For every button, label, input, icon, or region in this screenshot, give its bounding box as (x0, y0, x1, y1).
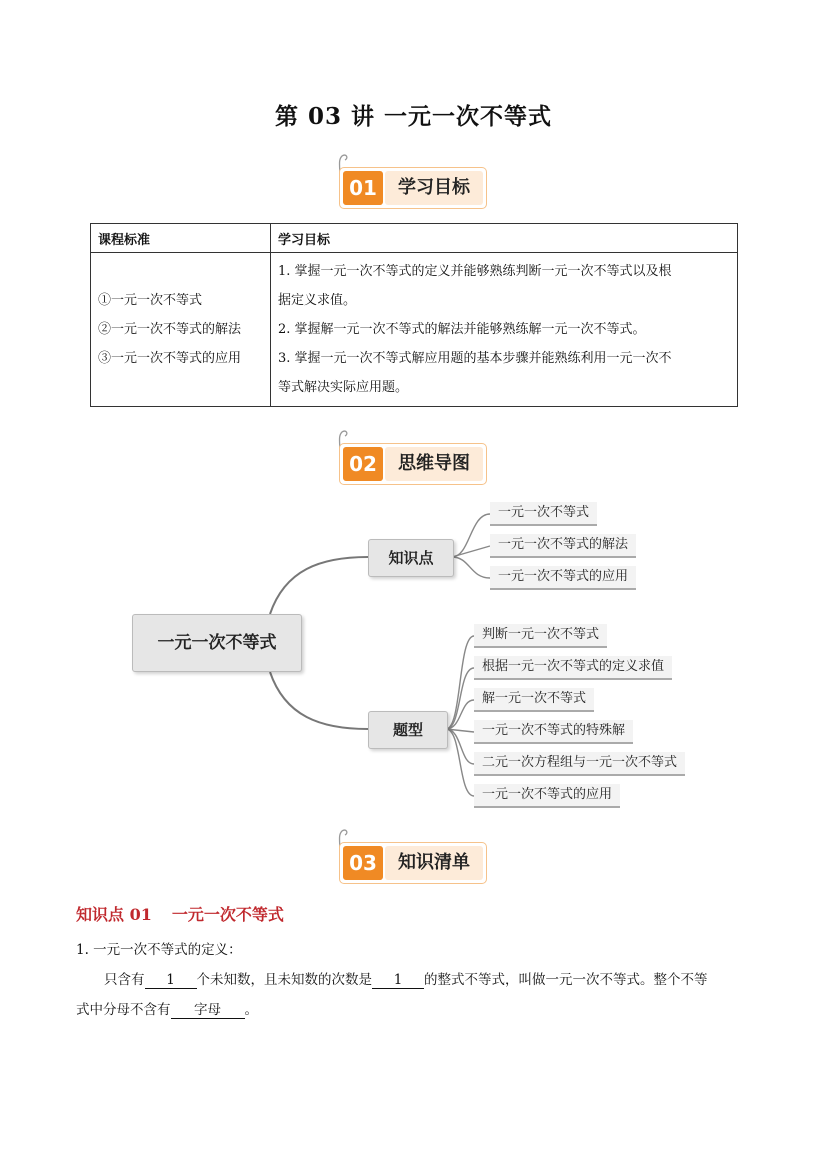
answer-blank: 1 (145, 972, 197, 989)
mindmap-branch-knowledge: 知识点 (368, 539, 454, 577)
mindmap-leaf: 根据一元一次不等式的定义求值 (474, 656, 672, 680)
objective-line: 据定义求值。 (278, 293, 357, 308)
section-label: 知识清单 (385, 846, 483, 880)
mindmap-leaf: 一元一次不等式的解法 (490, 534, 636, 558)
standard-item: ②一元一次不等式的解法 (98, 322, 242, 337)
mindmap-leaf: 判断一元一次不等式 (474, 624, 607, 648)
section-number: 01 (343, 171, 383, 205)
objective-line: 1. 掌握一元一次不等式的定义并能够熟练判断一元一次不等式以及根 (278, 264, 672, 279)
answer-blank: 1 (372, 972, 424, 989)
section-badge-mindmap (332, 428, 492, 490)
mindmap-leaf: 解一元一次不等式 (474, 688, 594, 712)
objective-line: 2. 掌握解一元一次不等式的解法并能够熟练解一元一次不等式。 (278, 322, 646, 337)
definition-text: 。 (244, 1002, 258, 1018)
table-header-standard: 课程标准 (91, 224, 271, 253)
section-number: 02 (343, 447, 383, 481)
definition-line-1 (104, 968, 708, 989)
objective-line: 3. 掌握一元一次不等式解应用题的基本步骤并能熟练利用一元一次不 (278, 351, 672, 366)
standards-cell (91, 253, 271, 407)
goals-table (90, 223, 738, 407)
mindmap-leaf: 一元一次不等式的应用 (490, 566, 636, 590)
objectives-cell (271, 253, 738, 407)
mindmap-branch-question-types: 题型 (368, 711, 448, 749)
knowledge-point-label: 知识点 01 (76, 905, 152, 924)
answer-blank: 字母 (171, 998, 245, 1019)
page-title: 第 03 讲 一元一次不等式 (274, 103, 553, 130)
section-number: 03 (343, 846, 383, 880)
mindmap-leaf: 二元一次方程组与一元一次不等式 (474, 752, 685, 776)
definition-heading: 1. 一元一次不等式的定义： (76, 942, 242, 958)
mindmap-leaf: 一元一次不等式的特殊解 (474, 720, 633, 744)
standard-item: ①一元一次不等式 (98, 293, 203, 308)
knowledge-point-title: 一元一次不等式 (171, 905, 284, 924)
definition-text: 的整式不等式，叫做一元一次不等式。整个不等 (424, 972, 708, 988)
table-header-objective: 学习目标 (271, 224, 738, 253)
section-badge-goals (332, 152, 492, 214)
mindmap-leaf: 一元一次不等式 (490, 502, 597, 526)
section-label: 学习目标 (385, 171, 483, 205)
section-badge-knowledge (332, 827, 492, 889)
definition-text: 式中分母不含有 (76, 1002, 171, 1018)
mindmap-root: 一元一次不等式 (132, 614, 302, 672)
mindmap-leaf: 一元一次不等式的应用 (474, 784, 620, 808)
definition-text: 个未知数，且未知数的次数是 (196, 972, 372, 988)
definition-line-2 (76, 998, 258, 1019)
knowledge-point-heading (76, 902, 304, 925)
definition-text: 只含有 (104, 972, 145, 988)
standard-item: ③一元一次不等式的应用 (98, 351, 242, 366)
objective-line: 等式解决实际应用题。 (278, 380, 409, 395)
section-label: 思维导图 (385, 447, 483, 481)
